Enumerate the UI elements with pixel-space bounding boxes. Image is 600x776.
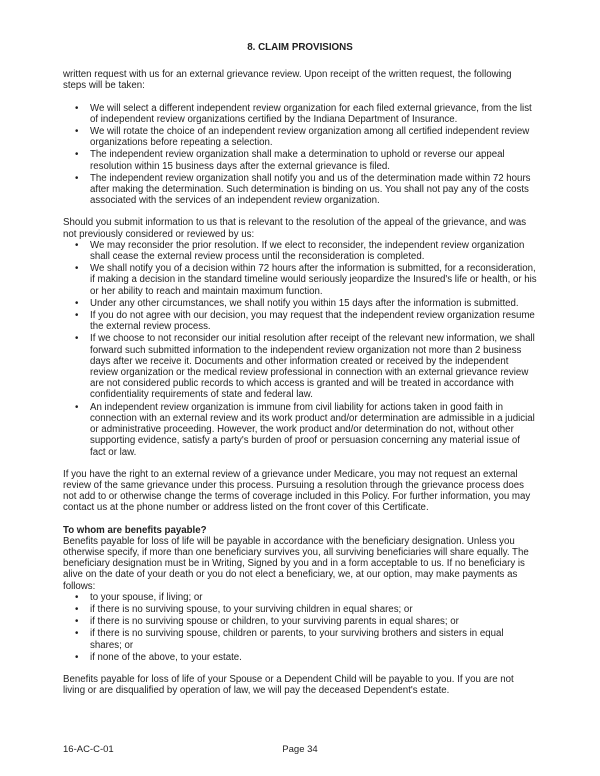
medicare-paragraph: If you have the right to an external review of a grievance under Medicare, you may not request an external review of the same grievance under this process. Pursuing a resolution through the grievance process does not add to or otherwise change the terms of coverage included in this Policy. For further information, you may contact us at the phone number or address listed on the front cover of this Certificate. <box>63 468 531 514</box>
list-item: • We will rotate the choice of an independent review organization among all certified independent review organizations before repeating a selection. <box>63 126 537 148</box>
dependent-benefits-paragraph: Benefits payable for loss of life of your Spouse or a Dependent Child will be payable to you. If you are not living or are disqualified by operation of law, we will pay the deceased Dependent's estate. <box>63 673 514 697</box>
list-item: • If you do not agree with our decision, you may request that the independent review organization resume the external review process. <box>63 310 537 332</box>
list-item: • We shall notify you of a decision within 72 hours after the information is submitted, for a reconsideration, if making a decision in the standard timeline would seriously jeopardize the Insured's life or health, or his or her ability to reach and maintain maximum function. <box>63 263 537 297</box>
reconsideration-list <box>63 240 537 458</box>
list-item: • if there is no surviving spouse or children, to your surviving parents in equal shares; or <box>63 616 537 627</box>
list-item: • The independent review organization shall notify you and us of the determination made within 72 hours after making the determination. Such determination is binding on us. You shall not pay any of the costs associated with the services of an independent review organization. <box>63 173 537 207</box>
intro-paragraph: written request with us for an external grievance review. Upon receipt of the written request, the following steps will be taken: <box>63 69 512 92</box>
list-item: • The independent review organization shall make a determination to uphold or reverse our appeal resolution within 15 business days after the external grievance is filed. <box>63 149 537 171</box>
benefits-paragraph: Benefits payable for loss of life will be payable in accordance with the beneficiary designation. Unless you otherwise specify, if more than one beneficiary survives you, all surviving beneficiaries will share equally. The beneficiary designation must be in Writing, Signed by you and in a form acceptable to us. If no beneficiary is alive on the date of your death or you do not elect a beneficiary, we, at our option, may make payments as follows: <box>63 535 529 592</box>
submit-info-paragraph: Should you submit information to us that is relevant to the resolution of the appeal of the grievance, and was not previously considered or reviewed by us: <box>63 217 527 240</box>
form-number: 16-AC-C-01 <box>63 744 114 755</box>
benefits-payable-heading: To whom are benefits payable? <box>63 524 207 536</box>
list-item: • if there is no surviving spouse, to your surviving children in equal shares; or <box>63 604 537 615</box>
section-title: 8. CLAIM PROVISIONS <box>247 42 353 53</box>
document-body <box>63 42 537 707</box>
list-item: • Under any other circumstances, we shall notify you within 15 days after the information is submitted. <box>63 298 537 309</box>
list-item: • We may reconsider the prior resolution. If we elect to reconsider, the independent review organization shall cease the external review process until the reconsideration is completed. <box>63 240 537 262</box>
payment-order-list <box>63 592 537 663</box>
review-steps-list <box>63 103 537 207</box>
list-item: • if there is no surviving spouse, children or parents, to your surviving brothers and sisters in equal shares; or <box>63 628 537 650</box>
list-item: • to your spouse, if living; or <box>63 592 537 603</box>
page-number: Page 34 <box>282 744 318 755</box>
list-item: • We will select a different independent review organization for each filed external grievance, from the list of independent review organizations certified by the Indiana Department of Insurance. <box>63 103 537 125</box>
list-item: • if none of the above, to your estate. <box>63 652 537 663</box>
list-item: • An independent review organization is immune from civil liability for actions taken in good faith in connection with an external review and its work product and/or determination are admissible in a judicial or administrative proceeding. However, the work product and/or determination do not, without other supporting evidence, satisfy a party's burden of proof or persuasion concerning any material issue of fact or law. <box>63 402 537 458</box>
list-item: • If we choose to not reconsider our initial resolution after receipt of the relevant new information, we shall forward such submitted information to the independent review organization not more than 2 business days after we receive it. Documents and other information created or received by the independent review organization or the medical review professional in connection with an external grievance review are not considered public records to which access is granted and will be treated in accordance with confidentiality requirements of state and federal law. <box>63 333 537 400</box>
